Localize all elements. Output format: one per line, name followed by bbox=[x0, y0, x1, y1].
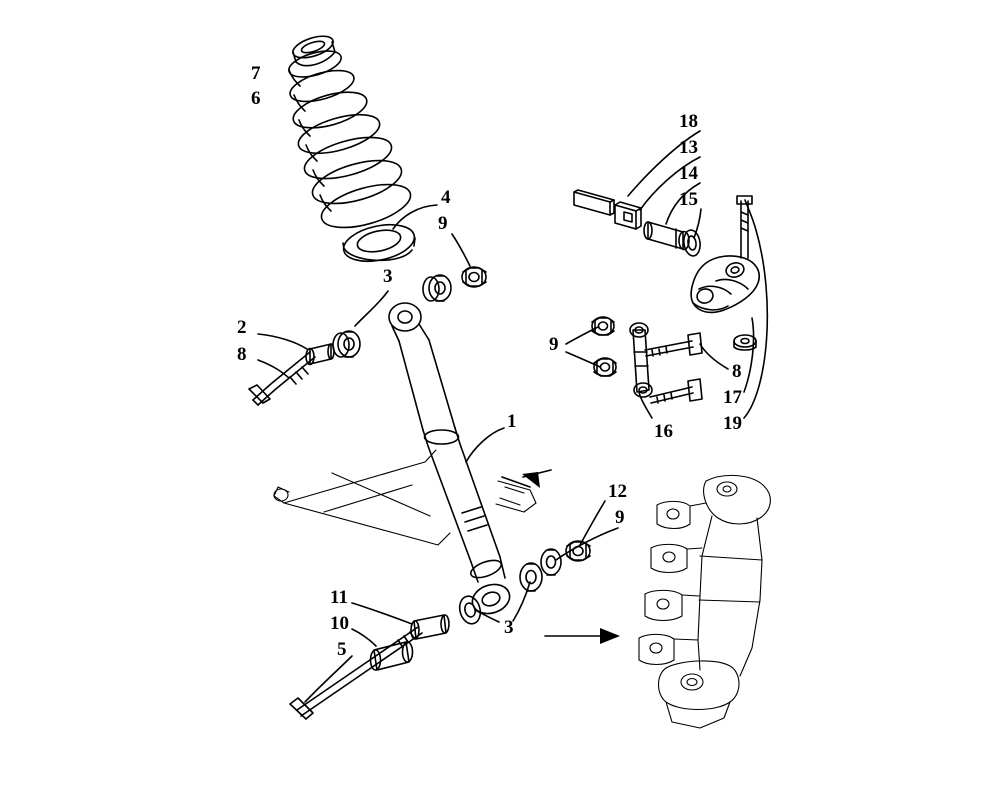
leader-8-right bbox=[700, 344, 728, 369]
part-3-lower-bushing-b bbox=[457, 594, 484, 626]
leader-16 bbox=[639, 392, 652, 418]
callout-18: 18 bbox=[679, 111, 698, 132]
part-13-clamp-block bbox=[615, 202, 641, 229]
leader-1 bbox=[466, 428, 504, 462]
part-3-lower-bushing-a bbox=[520, 563, 542, 591]
leader-8-left bbox=[258, 360, 289, 378]
part-9-upper-nut bbox=[462, 267, 486, 287]
part-6-coil-spring bbox=[286, 46, 415, 236]
arrow-1-to-a-arm bbox=[502, 470, 551, 488]
callout-3-lower: 3 bbox=[504, 617, 514, 638]
leader-9-right-b bbox=[566, 352, 600, 367]
callout-1: 1 bbox=[507, 411, 517, 432]
callout-11: 11 bbox=[330, 587, 348, 608]
part-16-link-bar bbox=[630, 323, 652, 397]
arrow-to-spindle bbox=[545, 628, 620, 644]
part-17-steering-arm bbox=[691, 256, 759, 312]
callout-16: 16 bbox=[654, 421, 673, 442]
spindle-assembly bbox=[639, 475, 770, 728]
callout-13: 13 bbox=[679, 137, 698, 158]
leader-3-lower-b bbox=[513, 582, 530, 621]
part-15-bushing bbox=[682, 229, 701, 257]
part-4-spring-seat bbox=[340, 219, 417, 267]
leader-9-right-a bbox=[566, 327, 598, 344]
callout-7: 7 bbox=[251, 63, 261, 84]
callout-12: 12 bbox=[608, 481, 627, 502]
callout-9-right: 9 bbox=[549, 334, 559, 355]
callout-15: 15 bbox=[679, 189, 698, 210]
callout-17: 17 bbox=[723, 387, 742, 408]
part-18-tie-rod bbox=[574, 190, 614, 215]
leader-10 bbox=[352, 629, 376, 646]
part-8-right-bolt-lower bbox=[650, 379, 702, 403]
part-1-shock-absorber bbox=[389, 303, 513, 618]
leader-9-upper bbox=[452, 234, 470, 266]
callout-5: 5 bbox=[337, 639, 347, 660]
callout-19: 19 bbox=[723, 413, 742, 434]
callout-6: 6 bbox=[251, 88, 261, 109]
part-3-lower-washer-upper-group bbox=[333, 331, 360, 357]
part-8-right-bolt-upper bbox=[645, 333, 702, 356]
part-19-upper-bolt bbox=[737, 196, 752, 258]
callout-8-left: 8 bbox=[237, 344, 247, 365]
a-arm-assembly bbox=[274, 450, 536, 545]
callout-3-upper: 3 bbox=[383, 266, 393, 287]
leader-11 bbox=[352, 603, 412, 624]
part-3-upper-bushing bbox=[423, 275, 451, 301]
callout-9-lower: 9 bbox=[615, 507, 625, 528]
callout-4: 4 bbox=[441, 187, 451, 208]
callout-10: 10 bbox=[330, 613, 349, 634]
callout-14: 14 bbox=[679, 163, 698, 184]
leader-2 bbox=[258, 334, 307, 349]
part-14-sleeve bbox=[644, 222, 689, 250]
part-9-right-nut-lower bbox=[594, 358, 616, 376]
part-9-lower-washer bbox=[541, 549, 561, 575]
leader-17 bbox=[744, 318, 754, 392]
leader-3-upper bbox=[355, 291, 388, 326]
part-5-long-bolt bbox=[290, 627, 422, 719]
part-9-right-nut-upper bbox=[592, 317, 614, 335]
leader-5 bbox=[305, 656, 352, 702]
callout-9-upper: 9 bbox=[438, 213, 448, 234]
callout-8-right: 8 bbox=[732, 361, 742, 382]
callout-2: 2 bbox=[237, 317, 247, 338]
